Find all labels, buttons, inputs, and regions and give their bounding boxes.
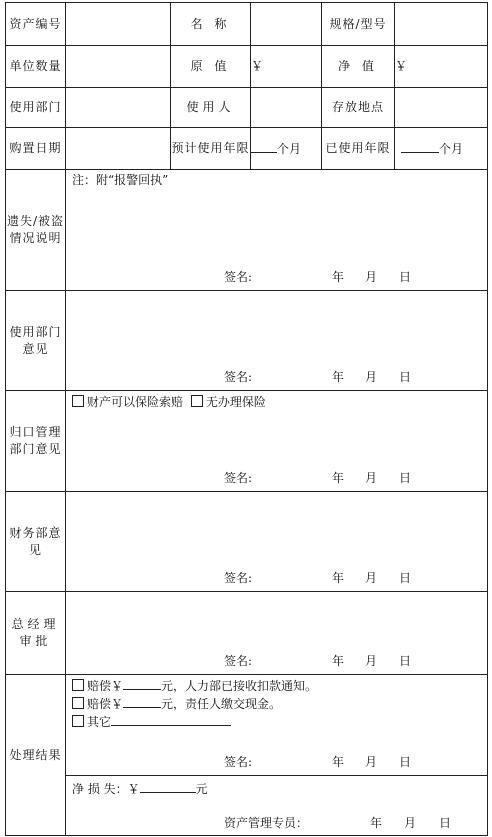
row-mgmt-dept [6, 391, 488, 492]
blank-line [401, 140, 439, 153]
user-label: 使用人 [171, 88, 251, 128]
year-label: 年 [332, 270, 345, 284]
day-label: 日 [399, 654, 412, 668]
signature-label: 签名: [224, 471, 253, 485]
day-label: 日 [399, 370, 412, 384]
use-dept-field[interactable] [66, 88, 171, 128]
loss-desc-area[interactable] [66, 170, 488, 291]
net-loss-unit: 元 [195, 782, 208, 796]
no-insurance-label: 无办理保险 [205, 395, 266, 409]
signature-label: 签名: [224, 571, 253, 585]
deduct-checkbox[interactable] [72, 679, 84, 691]
expected-life-label: 预计使用年限 [171, 128, 251, 170]
row-result [6, 675, 488, 776]
user-field[interactable] [251, 88, 322, 128]
loss-desc-note: 注：附“报警回执” [72, 173, 169, 187]
day-label: 日 [399, 755, 412, 769]
insurance-claim-label: 财产可以保险索赔 [87, 395, 184, 409]
net-loss-line [72, 780, 208, 798]
currency-sign: ￥ [251, 59, 264, 73]
orig-value-label: 原 值 [171, 46, 251, 88]
cash-label-b: 元，责任人缴交现金。 [161, 697, 282, 711]
currency-sign: ￥ [395, 59, 408, 73]
gm-area[interactable] [66, 592, 488, 675]
unit-qty-label: 单位数量 [6, 46, 66, 88]
mgmt-dept-area[interactable] [66, 391, 488, 492]
signature-label: 签名: [224, 755, 253, 769]
mgmt-dept-label: 归口管理部门意见 [6, 391, 66, 492]
result-options [72, 677, 317, 731]
month-label: 月 [365, 571, 378, 585]
month-label: 月 [365, 370, 378, 384]
loss-desc-label: 遗失/被盗情况说明 [6, 170, 66, 291]
other-blank[interactable] [111, 713, 231, 726]
spec-label: 规格/型号 [322, 3, 395, 46]
name-field[interactable] [251, 3, 322, 46]
net-loss-area[interactable] [66, 776, 488, 836]
amount-blank[interactable] [123, 695, 161, 708]
other-checkbox[interactable] [72, 715, 84, 727]
signature-label: 签名: [224, 270, 253, 284]
asset-manager-label: 资产管理专员： [224, 816, 309, 830]
expected-life-field[interactable] [251, 128, 322, 170]
no-insurance-checkbox[interactable] [191, 395, 203, 407]
orig-value-field[interactable] [251, 46, 322, 88]
purchase-date-field[interactable] [66, 128, 171, 170]
spec-field[interactable] [395, 3, 488, 46]
finance-area[interactable] [66, 492, 488, 592]
year-label: 年 [332, 571, 345, 585]
other-label: 其它 [87, 715, 112, 729]
name-label: 名 称 [171, 3, 251, 46]
row-gm [6, 592, 488, 675]
month-label: 月 [365, 654, 378, 668]
year-label: 年 [332, 471, 345, 485]
used-years-label: 已使用年限 [322, 128, 395, 170]
signature-label: 签名: [224, 370, 253, 384]
insurance-claim-checkbox[interactable] [72, 395, 84, 407]
month-label: 月 [365, 471, 378, 485]
form-table [5, 2, 488, 836]
row-finance [6, 492, 488, 592]
year-label: 年 [370, 816, 383, 830]
result-area[interactable] [66, 675, 488, 776]
blank-line [251, 140, 277, 153]
location-field[interactable] [395, 88, 488, 128]
row-net-loss [6, 776, 488, 836]
year-label: 年 [332, 654, 345, 668]
row-asset-info [6, 3, 488, 46]
row-dept-opinion [6, 291, 488, 391]
finance-label: 财务部意见 [6, 492, 66, 592]
month-label: 月 [365, 270, 378, 284]
mgmt-options [72, 393, 266, 411]
asset-no-label: 资产编号 [6, 3, 66, 46]
month-label: 月 [365, 755, 378, 769]
amount-blank[interactable] [123, 677, 161, 690]
row-loss-desc [6, 170, 488, 291]
deduct-label-b: 元，人力部已接收扣款通知。 [161, 679, 318, 693]
months-suffix: 个月 [439, 141, 464, 156]
day-label: 日 [399, 270, 412, 284]
result-label: 处理结果 [6, 675, 66, 836]
day-label: 日 [399, 471, 412, 485]
row-dates [6, 128, 488, 170]
deduct-label-a: 赔偿￥ [87, 679, 124, 693]
year-label: 年 [332, 370, 345, 384]
dept-opinion-label: 使用部门意见 [6, 291, 66, 391]
row-values [6, 46, 488, 88]
net-value-field[interactable] [395, 46, 488, 88]
net-loss-label: 净 损 失：￥ [72, 782, 140, 796]
day-label: 日 [399, 571, 412, 585]
cash-checkbox[interactable] [72, 697, 84, 709]
use-dept-label: 使用部门 [6, 88, 66, 128]
month-label: 月 [404, 816, 417, 830]
used-years-field[interactable] [395, 128, 488, 170]
unit-qty-field[interactable] [66, 46, 171, 88]
signature-label: 签名: [224, 654, 253, 668]
row-usage [6, 88, 488, 128]
gm-label: 总经理审批 [6, 592, 66, 675]
purchase-date-label: 购置日期 [6, 128, 66, 170]
asset-no-field[interactable] [66, 3, 171, 46]
net-value-label: 净 值 [322, 46, 395, 88]
cash-label-a: 赔偿￥ [87, 697, 124, 711]
net-loss-blank[interactable] [140, 780, 196, 793]
year-label: 年 [332, 755, 345, 769]
day-label: 日 [439, 816, 452, 830]
location-label: 存放地点 [322, 88, 395, 128]
dept-opinion-area[interactable] [66, 291, 488, 391]
months-suffix: 个月 [277, 141, 302, 156]
